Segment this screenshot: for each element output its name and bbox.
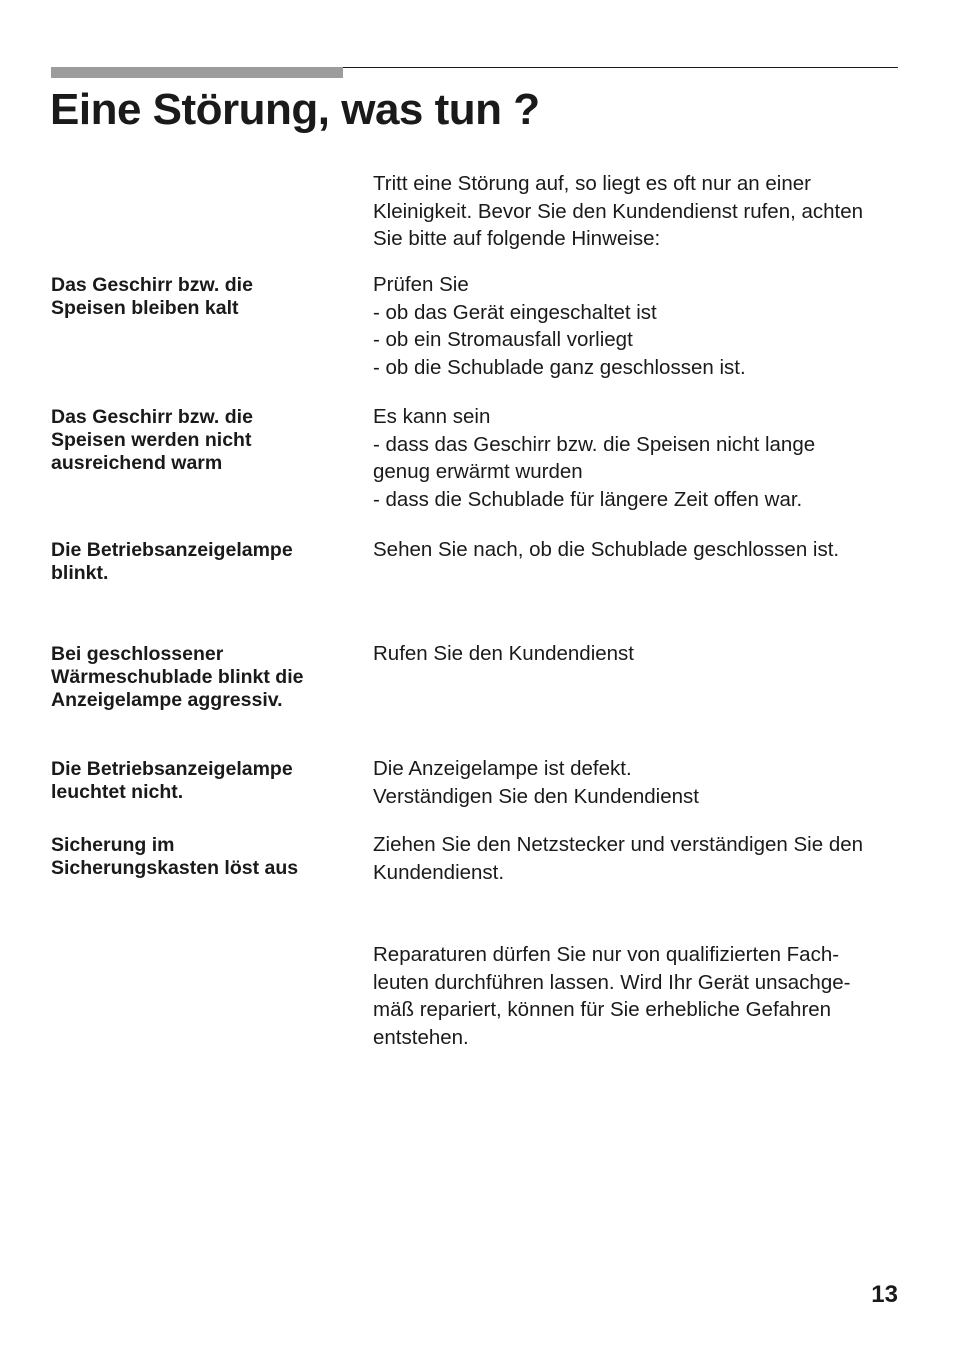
solution-text-6 bbox=[373, 831, 913, 886]
solution-line: Kundendienst. bbox=[373, 860, 505, 884]
solution-line: Es kann sein bbox=[373, 405, 491, 428]
solution-line: Sehen Sie nach, ob die Schublade geschlossen ist. bbox=[373, 538, 840, 561]
solution-line: Ziehen Sie den Netzstecker und verständigen Sie den bbox=[373, 833, 864, 856]
problem-label-6 bbox=[51, 834, 361, 880]
solution-line: Rufen Sie den Kundendienst bbox=[373, 642, 635, 665]
problem-line: ausreichend warm bbox=[51, 452, 223, 474]
problem-line: Sicherung im bbox=[51, 834, 175, 856]
intro-line: Kleinigkeit. Bevor Sie den Kundendienst rufen, achten bbox=[373, 199, 864, 223]
intro-line: Tritt eine Störung auf, so liegt es oft nur an einer bbox=[373, 172, 811, 195]
repair-warning bbox=[373, 941, 913, 1051]
solution-line: Die Anzeigelampe ist defekt. bbox=[373, 757, 632, 780]
problem-line: Speisen bleiben kalt bbox=[51, 297, 239, 319]
problem-label-3 bbox=[51, 539, 361, 585]
solution-line: - ob die Schublade ganz geschlossen ist. bbox=[373, 355, 746, 379]
page-title: Eine Störung, was tun ? bbox=[50, 85, 540, 134]
problem-line: Bei geschlossener bbox=[51, 643, 224, 665]
problem-line: Die Betriebsanzeigelampe bbox=[51, 539, 293, 561]
problem-line: Sicherungskasten löst aus bbox=[51, 857, 299, 879]
problem-label-1 bbox=[51, 274, 361, 320]
solution-line: Verständigen Sie den Kundendienst bbox=[373, 784, 699, 808]
problem-line: blinkt. bbox=[51, 562, 109, 584]
solution-line: - ob ein Stromausfall vorliegt bbox=[373, 328, 633, 352]
problem-line: Speisen werden nicht bbox=[51, 429, 252, 451]
problem-label-5 bbox=[51, 758, 361, 804]
problem-line: leuchtet nicht. bbox=[51, 781, 184, 803]
header-accent-bar bbox=[51, 67, 343, 78]
page-number: 13 bbox=[871, 1281, 898, 1308]
warning-line: entstehen. bbox=[373, 1025, 469, 1049]
problem-line: Wärmeschublade blinkt die bbox=[51, 666, 304, 688]
solution-text-2 bbox=[373, 403, 913, 513]
problem-line: Die Betriebsanzeigelampe bbox=[51, 758, 293, 780]
solution-line: - dass das Geschirr bzw. die Speisen nicht lange bbox=[373, 432, 816, 456]
intro-line: Sie bitte auf folgende Hinweise: bbox=[373, 227, 661, 251]
solution-line: - ob das Gerät eingeschaltet ist bbox=[373, 300, 657, 324]
intro-paragraph bbox=[373, 170, 913, 253]
solution-line: genug erwärmt wurden bbox=[373, 460, 583, 484]
solution-text-1 bbox=[373, 271, 913, 381]
warning-line: Reparaturen dürfen Sie nur von qualifizierten Fach- bbox=[373, 943, 840, 966]
solution-text-3 bbox=[373, 536, 913, 564]
problem-label-2 bbox=[51, 406, 361, 475]
problem-line: Das Geschirr bzw. die bbox=[51, 406, 253, 428]
solution-line: - dass die Schublade für längere Zeit offen war. bbox=[373, 487, 803, 511]
problem-line: Anzeigelampe aggressiv. bbox=[51, 689, 283, 711]
problem-line: Das Geschirr bzw. die bbox=[51, 274, 253, 296]
warning-line: mäß repariert, können für Sie erhebliche Gefahren bbox=[373, 998, 832, 1022]
solution-line: Prüfen Sie bbox=[373, 273, 469, 296]
solution-text-5 bbox=[373, 755, 913, 810]
solution-text-4 bbox=[373, 640, 913, 668]
warning-line: leuten durchführen lassen. Wird Ihr Gerät unsachge- bbox=[373, 970, 851, 994]
problem-label-4 bbox=[51, 643, 361, 712]
